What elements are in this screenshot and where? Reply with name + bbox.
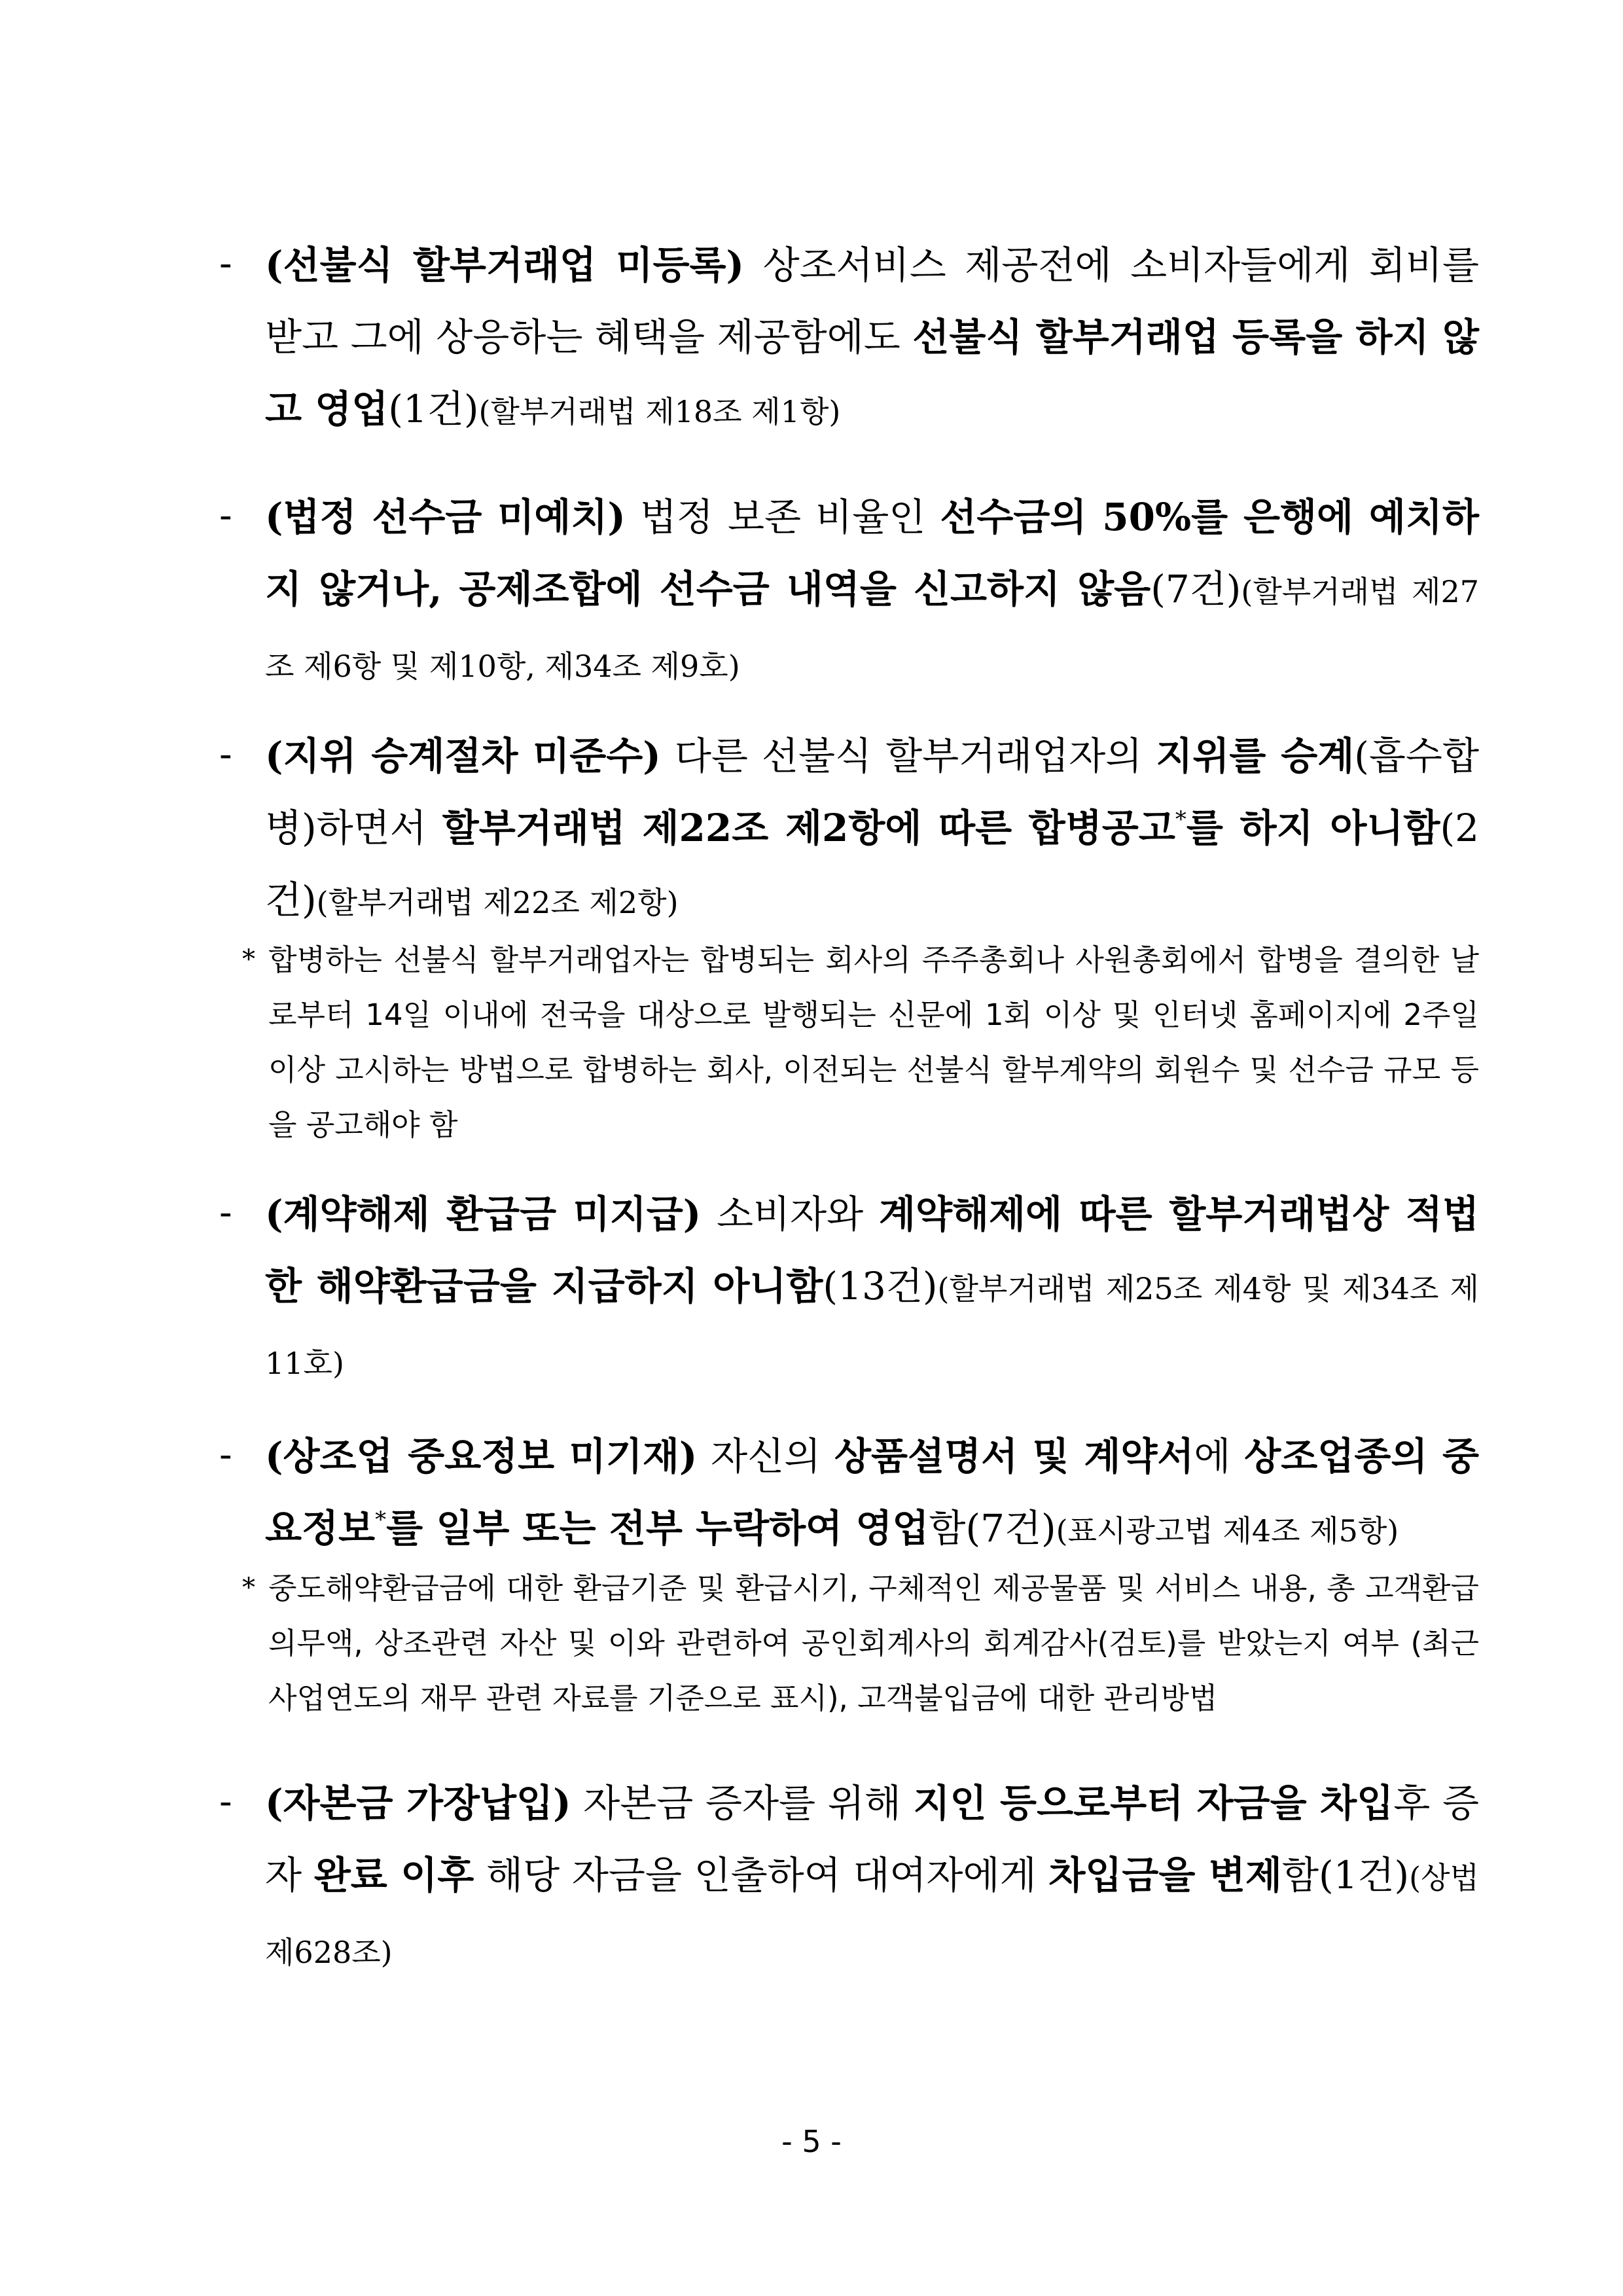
item-heading: (법정 선수금 미예치) bbox=[265, 495, 626, 539]
item-body bbox=[265, 229, 1479, 448]
item-count: (1건) bbox=[388, 387, 479, 431]
item-emphasis: 지위를 승계 bbox=[1156, 734, 1355, 778]
item-emphasis: 차입금을 변제 bbox=[1048, 1853, 1282, 1897]
item-count: 함(1건) bbox=[1281, 1853, 1410, 1897]
item-count: (2건) bbox=[265, 806, 1479, 922]
item-text: 자본금 증자를 위해 bbox=[571, 1781, 914, 1825]
footnote-star: * bbox=[242, 944, 255, 975]
footnote-marker: * bbox=[1175, 806, 1186, 833]
bullet-dash: - bbox=[219, 1432, 232, 1477]
law-reference: (상법 제628조) bbox=[265, 1860, 1479, 1970]
item-emphasis: 계약해제에 따른 할부거래법상 적법한 해약환급금을 지급하지 아니함 bbox=[265, 1192, 1479, 1308]
footnote-star: * bbox=[242, 1573, 255, 1603]
item-text: 해당 자금을 인출하여 대여자에게 bbox=[474, 1853, 1049, 1897]
violation-item-capital bbox=[219, 1767, 1479, 1988]
item-text: 법정 보존 비율인 bbox=[625, 495, 940, 539]
item-emphasis: 선불식 할부거래업 등록을 하지 않고 영업 bbox=[265, 315, 1479, 431]
item-text: 소비자와 bbox=[701, 1192, 879, 1236]
bullet-dash: - bbox=[219, 732, 232, 776]
bullet-dash: - bbox=[219, 1779, 232, 1823]
item-body bbox=[265, 1767, 1479, 1988]
item-emphasis: 상조업종의 중요정보 bbox=[265, 1434, 1479, 1551]
law-reference: (할부거래법 제18조 제1항) bbox=[478, 394, 841, 429]
item-text: (흡수합병)하면서 bbox=[265, 734, 1479, 850]
item-heading: (자본금 가장납입) bbox=[265, 1781, 571, 1825]
law-reference: (할부거래법 제27조 제6항 및 제10항, 제34조 제9호) bbox=[265, 574, 1480, 684]
violation-item-succession bbox=[219, 720, 1479, 939]
item-count: 함(7건) bbox=[929, 1506, 1056, 1551]
item-heading: (지위 승계절차 미준수) bbox=[265, 734, 661, 778]
violation-item-refund bbox=[219, 1178, 1479, 1399]
item-count: (7건) bbox=[1150, 567, 1241, 611]
footnote-key-info bbox=[242, 1561, 1479, 1726]
item-text: 상조서비스 제공전에 소비자들에게 회비를 받고 그에 상응하는 혜택을 제공함에도 bbox=[265, 243, 1479, 359]
item-emphasis: 지인 등으로부터 자금을 차입 bbox=[913, 1781, 1394, 1825]
item-text: 에 bbox=[1194, 1434, 1245, 1479]
footnote-text: 중도해약환급금에 대한 환급기준 및 환급시기, 구체적인 제공물품 및 서비스 내용, 총 고객환급 의무액, 상조관련 자산 및 이와 관련하여 공인회계사의 회계감사(검토)를 받았는지 여부 (최근사업연도의 재무 관련 자료를 기준으로 표시), 고객불입금에 대한 관리방법 bbox=[268, 1571, 1479, 1715]
item-text: 자신의 bbox=[697, 1434, 835, 1479]
item-body bbox=[265, 1178, 1479, 1399]
footnote-text: 합병하는 선불식 할부거래업자는 합병되는 회사의 주주총회나 사원총회에서 합병을 결의한 날로부터 14일 이내에 전국을 대상으로 발행되는 신문에 1회 이상 및 인터넷 홈페이지에 2주일 이상 고시하는 방법으로 합병하는 회사, 이전되는 선불식 할부계약의 회원수 및 선수금 규모 등을 공고해야 함 bbox=[268, 942, 1479, 1142]
item-emphasis: 할부거래법 제22조 제2항에 따른 합병공고 bbox=[442, 806, 1175, 850]
item-emphasis: 상품설명서 및 계약서 bbox=[834, 1434, 1194, 1479]
law-reference: (할부거래법 제22조 제2항) bbox=[316, 885, 679, 920]
item-body bbox=[265, 1420, 1479, 1567]
page-number: - 5 - bbox=[781, 2124, 842, 2159]
law-reference: (표시광고법 제4조 제5항) bbox=[1056, 1513, 1399, 1549]
footnote-merger bbox=[242, 933, 1479, 1153]
item-body bbox=[265, 720, 1479, 939]
bullet-dash: - bbox=[219, 493, 232, 537]
violation-item-disclosure bbox=[219, 1420, 1479, 1567]
law-reference: (할부거래법 제25조 제4항 및 제34조 제11호) bbox=[265, 1271, 1479, 1381]
item-heading: (상조업 중요정보 미기재) bbox=[265, 1434, 698, 1479]
bullet-dash: - bbox=[219, 1190, 232, 1234]
footnote-marker: * bbox=[375, 1507, 387, 1533]
item-heading: (선불식 할부거래업 미등록) bbox=[265, 243, 744, 287]
violation-item-deposit bbox=[219, 481, 1479, 702]
violation-item-unregistered bbox=[219, 229, 1479, 448]
item-count: (13건) bbox=[823, 1264, 938, 1308]
item-emphasis: 를 일부 또는 전부 누락하여 영업 bbox=[386, 1506, 929, 1551]
item-body bbox=[265, 481, 1479, 702]
item-heading: (계약해제 환급금 미지급) bbox=[265, 1192, 702, 1236]
item-text: 후 증자 bbox=[265, 1781, 1479, 1897]
bullet-dash: - bbox=[219, 241, 232, 285]
item-emphasis: 를 하지 아니함 bbox=[1186, 806, 1440, 850]
item-emphasis: 선수금의 50%를 은행에 예치하지 않거나, 공제조합에 선수금 내역을 신고하지 않음 bbox=[265, 495, 1479, 611]
item-emphasis: 완료 이후 bbox=[313, 1853, 474, 1897]
item-text: 다른 선불식 할부거래업자의 bbox=[660, 734, 1156, 778]
